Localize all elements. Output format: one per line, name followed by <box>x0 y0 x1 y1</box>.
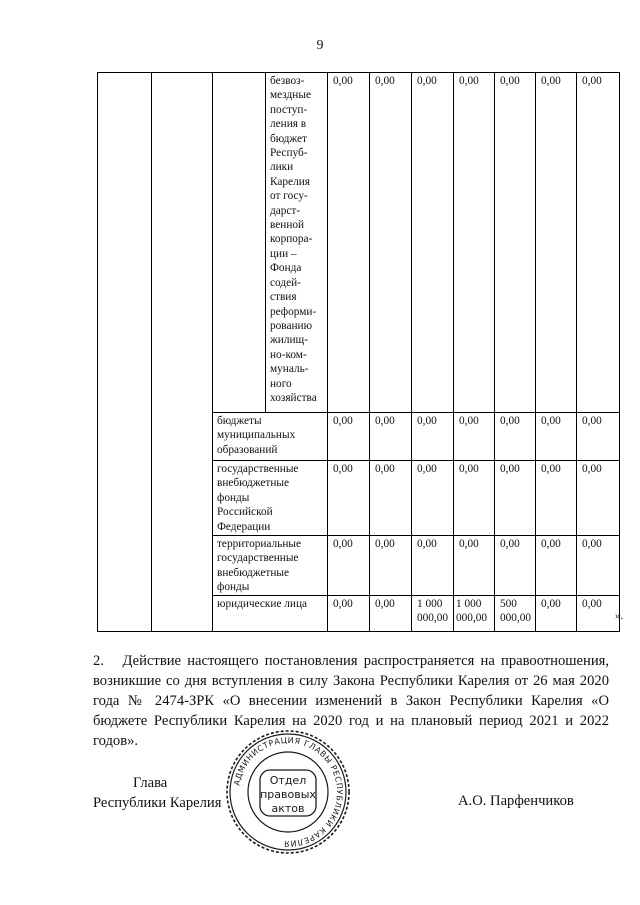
value-cell: 0,00 <box>495 461 536 536</box>
stamp-center-line: актов <box>271 802 305 815</box>
signature-title-line: Глава <box>133 775 168 791</box>
value-cell: 0,00 <box>328 536 370 596</box>
value-cell: 0,00 <box>370 536 412 596</box>
page-number: 9 <box>316 38 324 53</box>
funding-source-cell: территориальные государственные внебюджетные фонды <box>213 536 328 596</box>
value-cell: 0,00 <box>577 596 620 632</box>
value-cell: 0,00 <box>454 73 495 413</box>
closing-quote-mark: ». <box>615 610 624 622</box>
official-stamp <box>224 728 352 856</box>
table-cell-empty <box>213 73 266 413</box>
funding-source-cell: безвоз- мездные поступ- ления в бюджет Респуб- лики Карелия от госу- дарст- венной корпора- ции – Фонда содей- ствия реформи- рованию жилищ- но-ком- муналь- ного хозяйства <box>266 73 328 413</box>
value-cell: 0,00 <box>454 461 495 536</box>
value-cell: 0,00 <box>328 413 370 461</box>
signatory-name: А.О. Парфенчиков <box>458 793 574 809</box>
value-cell: 0,00 <box>577 536 620 596</box>
value-cell: 0,00 <box>495 73 536 413</box>
value-cell: 0,00 <box>412 536 454 596</box>
budget-table <box>97 72 620 632</box>
signature-title-line: Республики Карелия <box>93 795 222 811</box>
value-cell: 0,00 <box>412 73 454 413</box>
funding-source-cell: государственные внебюджетные фонды Российской Федерации <box>213 461 328 536</box>
value-cell: 0,00 <box>412 461 454 536</box>
value-cell: 500 000,00 <box>495 596 536 632</box>
value-cell: 0,00 <box>454 536 495 596</box>
value-cell: 0,00 <box>454 413 495 461</box>
funding-source-cell: юридические лица <box>213 596 328 632</box>
value-cell: 0,00 <box>328 461 370 536</box>
value-cell: 0,00 <box>536 596 577 632</box>
value-cell: 1 000 000,00 <box>412 596 454 632</box>
value-cell: 0,00 <box>536 413 577 461</box>
table-cell-empty <box>152 73 213 632</box>
value-cell: 1 000 000,00 <box>454 596 495 632</box>
value-cell: 0,00 <box>495 536 536 596</box>
stamp-center-line: правовых <box>260 788 316 801</box>
value-cell: 0,00 <box>328 73 370 413</box>
signature-title <box>93 773 221 813</box>
value-cell: 0,00 <box>536 73 577 413</box>
paragraph-clause-2: 2. Действие настоящего постановления распространяется на правоотношения, возникшие со дня вступления в силу Закона Республики Карелия от 26 мая 2020 года № 2474-ЗРК «О внесении изменений в Закон Республики Карелия «О бюджете Республики Карелия на 2020 год и на плановый период 2021 и 2022 годов». <box>93 653 609 749</box>
value-cell: 0,00 <box>536 536 577 596</box>
value-cell: 0,00 <box>577 413 620 461</box>
value-cell: 0,00 <box>328 596 370 632</box>
value-cell: 0,00 <box>577 73 620 413</box>
value-cell: 0,00 <box>495 413 536 461</box>
value-cell: 0,00 <box>536 461 577 536</box>
value-cell: 0,00 <box>370 413 412 461</box>
value-cell: 0,00 <box>370 73 412 413</box>
stamp-center-line: Отдел <box>269 774 307 787</box>
value-cell: 0,00 <box>370 596 412 632</box>
funding-source-cell: бюджеты муниципальных образований <box>213 413 328 461</box>
value-cell: 0,00 <box>412 413 454 461</box>
table-cell-empty <box>98 73 152 632</box>
stamp-ring-text: АДМИНИСТРАЦИЯ ГЛАВЫ РЕСПУБЛИКИ КАРЕЛИЯ <box>232 735 345 849</box>
value-cell: 0,00 <box>577 461 620 536</box>
table-row <box>98 73 620 413</box>
value-cell: 0,00 <box>370 461 412 536</box>
